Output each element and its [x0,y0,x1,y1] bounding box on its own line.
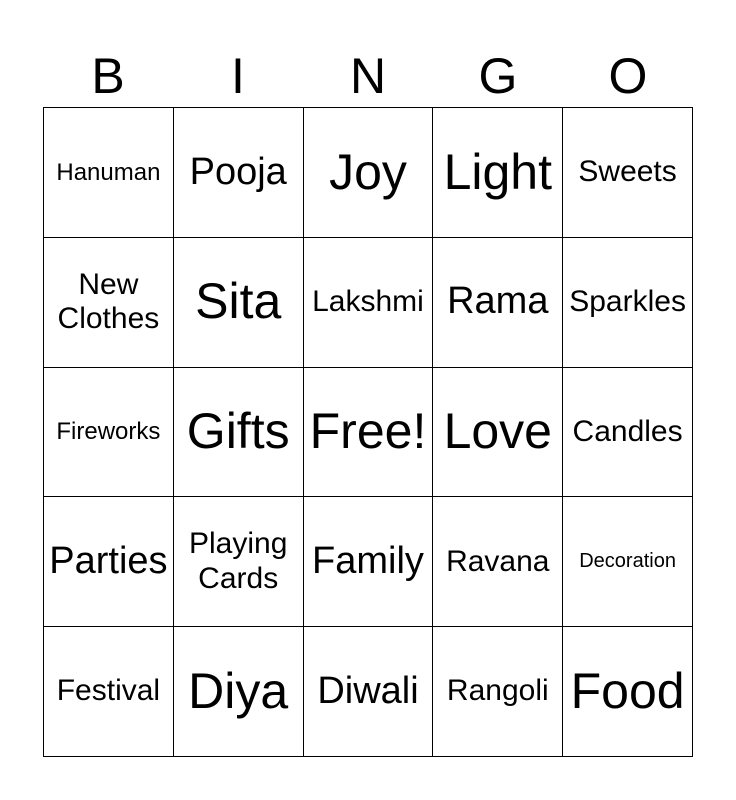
bingo-cell[interactable]: Rangoli [433,627,563,757]
bingo-cell[interactable]: Parties [44,497,174,627]
bingo-cell[interactable]: Rama [433,238,563,368]
header-letter-n: N [349,48,387,104]
bingo-cell[interactable]: Decoration [563,497,693,627]
bingo-cell[interactable]: Gifts [174,368,304,498]
bingo-cell[interactable]: Joy [304,108,434,238]
bingo-cell[interactable]: Lakshmi [304,238,434,368]
bingo-cell[interactable]: Food [563,627,693,757]
header-letter-b: B [91,48,125,104]
bingo-cell[interactable]: Playing Cards [174,497,304,627]
bingo-cell[interactable]: Sparkles [563,238,693,368]
bingo-grid [43,107,693,757]
bingo-cell[interactable]: New Clothes [44,238,174,368]
bingo-cell[interactable]: Diwali [304,627,434,757]
bingo-cell[interactable]: Hanuman [44,108,174,238]
bingo-cell[interactable]: Sweets [563,108,693,238]
bingo-cell[interactable]: Love [433,368,563,498]
bingo-cell[interactable]: Festival [44,627,174,757]
bingo-cell[interactable]: Fireworks [44,368,174,498]
header-letter-i: I [231,48,245,104]
bingo-cell[interactable]: Ravana [433,497,563,627]
bingo-header [43,44,693,108]
bingo-cell[interactable]: Diya [174,627,304,757]
header-letter-o: O [608,48,648,104]
header-letter-g: G [478,48,518,104]
free-space-cell[interactable]: Free! [304,368,434,498]
bingo-cell[interactable]: Pooja [174,108,304,238]
bingo-cell[interactable]: Light [433,108,563,238]
bingo-cell[interactable]: Candles [563,368,693,498]
bingo-cell[interactable]: Family [304,497,434,627]
bingo-cell[interactable]: Sita [174,238,304,368]
